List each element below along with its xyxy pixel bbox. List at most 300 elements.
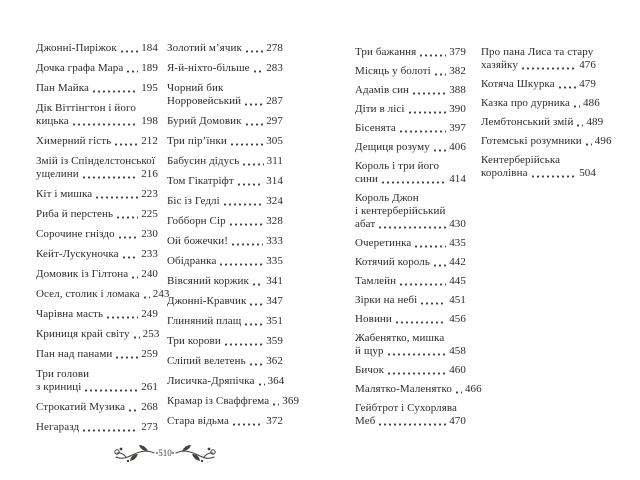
toc-entry	[355, 237, 466, 250]
dot-leader	[129, 409, 138, 412]
toc-entry-row	[481, 135, 612, 148]
toc-entry-title-line: Три голови	[36, 368, 90, 380]
toc-entry	[167, 255, 283, 268]
toc-entry-title-line: Гейбтрот і Сухорлява	[355, 402, 458, 414]
toc-entry-page-number: 268	[141, 401, 158, 413]
toc-entry-page-number: 273	[141, 421, 158, 433]
toc-entry-title: Химерний гість	[36, 135, 112, 147]
dot-leader	[231, 143, 263, 146]
toc-entry-title: Малятко-Маленятко	[355, 383, 452, 395]
toc-entry-title: Бурий Домовик	[167, 115, 242, 127]
toc-entry-title: Вівсяний коржик	[167, 275, 249, 287]
toc-entry	[167, 275, 283, 288]
right-page	[320, 0, 640, 480]
toc-entry-page-number: 216	[141, 168, 158, 180]
dot-leader	[586, 143, 592, 146]
toc-entry-title: Дещиця розуму	[355, 141, 430, 153]
dot-leader	[532, 175, 577, 178]
toc-entry-page-number: 225	[141, 208, 158, 220]
toc-entry-row	[167, 235, 283, 248]
toc-entry	[167, 42, 283, 55]
toc-entry-title: Біс із Гедлі	[167, 195, 220, 207]
toc-entry-title: Адамів син	[355, 84, 410, 96]
toc-entry-page-number: 458	[449, 345, 466, 357]
toc-entry-title-line: Про пана Лиса та стару	[481, 46, 594, 58]
toc-entry	[167, 115, 283, 128]
dot-leader	[250, 303, 263, 306]
toc-entry-page-number: 445	[449, 275, 466, 287]
toc-entry-title: ущелини	[36, 168, 79, 180]
toc-entry	[36, 348, 158, 361]
toc-entry-title: Строкатий Музика	[36, 401, 126, 413]
dot-leader	[246, 50, 263, 53]
toc-entry-row	[355, 345, 466, 358]
toc-entry-row	[167, 355, 283, 368]
dot-leader	[134, 336, 140, 339]
toc-entry	[481, 97, 600, 110]
dot-leader	[243, 163, 263, 166]
toc-entry	[36, 401, 158, 414]
toc-entry-row	[167, 42, 283, 55]
toc-entry-row	[167, 115, 283, 128]
dot-leader	[107, 316, 138, 319]
dot-leader	[116, 356, 138, 359]
toc-entry-row	[355, 237, 466, 250]
dot-leader	[259, 383, 265, 386]
toc-entry-page-number: 489	[586, 116, 604, 128]
toc-entry-page-number: 297	[266, 115, 283, 127]
dot-leader	[245, 323, 263, 326]
toc-entry	[355, 84, 466, 97]
toc-entry-title: Місяць у болоті	[355, 65, 431, 77]
dot-leader	[413, 92, 446, 95]
toc-entry	[355, 364, 466, 377]
toc-entry-title: Бичок	[355, 364, 385, 376]
toc-entry	[355, 256, 466, 269]
toc-entry-row	[167, 255, 283, 268]
toc-entry-page-number: 347	[266, 295, 283, 307]
toc-column-1	[36, 42, 170, 441]
toc-entry-title: Сорочине гніздо	[36, 228, 115, 240]
toc-entry-row	[36, 248, 158, 261]
toc-entry	[167, 135, 283, 148]
toc-entry-row	[355, 275, 466, 288]
toc-entry-title: Стара відьма	[167, 415, 229, 427]
toc-entry-row	[167, 335, 283, 348]
toc-entry-row	[36, 421, 158, 434]
toc-entry-title: Сліпий велетень	[167, 355, 246, 367]
toc-entry	[355, 160, 466, 186]
dot-leader	[117, 216, 138, 219]
toc-entry	[36, 228, 158, 241]
toc-entry-title: Джонні-Кравчик	[167, 295, 247, 307]
dot-leader	[379, 423, 446, 426]
toc-entry-page-number: 283	[266, 62, 283, 74]
toc-entry-page-number: 184	[141, 42, 158, 54]
toc-entry-page-number: 311	[266, 155, 283, 167]
dot-leader	[123, 256, 139, 259]
toc-entry-row	[355, 46, 466, 59]
toc-entry-row	[36, 115, 158, 128]
toc-entry-page-number: 261	[141, 381, 158, 393]
toc-entry-row	[167, 395, 300, 408]
toc-entry	[355, 294, 466, 307]
toc-entry-row	[36, 308, 158, 321]
toc-entry-page-number: 198	[141, 115, 158, 127]
toc-entry-title: Ой божечки!	[167, 235, 228, 247]
toc-entry	[36, 62, 158, 75]
toc-entry-row	[167, 155, 283, 168]
toc-entry-title: Крамар із Сваффгема	[167, 395, 270, 407]
toc-entry-row	[355, 256, 466, 269]
toc-entry-page-number: 230	[141, 228, 158, 240]
toc-entry-title: Новини	[355, 313, 392, 325]
toc-entry	[481, 46, 596, 72]
toc-entry-row	[355, 65, 466, 78]
toc-entry-page-number: 496	[594, 135, 612, 147]
toc-entry-page-number: 430	[449, 218, 466, 230]
toc-entry-row	[167, 175, 283, 188]
dot-leader	[115, 143, 138, 146]
toc-entry	[36, 288, 170, 301]
toc-entry-title: Том Гікатріфт	[167, 175, 234, 187]
toc-entry-row	[36, 188, 158, 201]
toc-entry-title: Криниця край світу	[36, 328, 130, 340]
dot-leader	[220, 263, 263, 266]
toc-entry	[167, 215, 283, 228]
dot-leader	[420, 54, 446, 57]
toc-entry-row	[167, 375, 283, 388]
toc-entry	[481, 78, 596, 91]
toc-entry-row	[36, 268, 158, 281]
dot-leader	[577, 124, 583, 127]
toc-entry-page-number: 406	[449, 141, 466, 153]
toc-entry-page-number: 435	[449, 237, 466, 249]
dot-leader	[232, 243, 263, 246]
toc-entry	[355, 192, 466, 231]
toc-entry-page-number: 223	[141, 188, 158, 200]
dot-leader	[121, 50, 138, 53]
toc-entry	[355, 141, 466, 154]
toc-entry-row	[36, 381, 158, 394]
toc-entry-page-number: 364	[267, 375, 285, 387]
toc-entry	[355, 332, 466, 358]
toc-entry-page-number: 456	[449, 313, 466, 325]
toc-entry-row	[481, 97, 600, 110]
toc-entry-title: Готемські розумники	[481, 135, 582, 147]
toc-entry-title-line: Король і три його	[355, 160, 440, 172]
toc-entry-page-number: 362	[266, 355, 283, 367]
toc-entry	[167, 235, 283, 248]
toc-entry-title: Бабусин дідусь	[167, 155, 240, 167]
toc-entry-title: Бісенята	[355, 122, 396, 134]
toc-entry-title: Три бажання	[355, 46, 417, 58]
dot-leader	[93, 90, 138, 93]
toc-entry-row	[355, 84, 466, 97]
toc-entry-title-line: Кентерберійська	[481, 154, 561, 166]
toc-entry-page-number: 341	[266, 275, 283, 287]
toc-entry-row	[167, 135, 283, 148]
toc-entry-row	[36, 228, 158, 241]
dot-leader	[388, 353, 447, 356]
toc-entry-page-number: 189	[141, 62, 158, 74]
dot-leader	[230, 223, 263, 226]
toc-entry-title: Пан Майка	[36, 82, 89, 94]
toc-entry-title: Осел, столик і ломака	[36, 288, 140, 300]
toc-entry-row	[355, 313, 466, 326]
toc-entry-page-number: 476	[579, 59, 596, 71]
toc-column-3	[355, 46, 482, 434]
toc-entry-row	[355, 294, 466, 307]
toc-entry-row	[36, 168, 158, 181]
toc-entry-page-number: 324	[266, 195, 283, 207]
toc-entry-title: Обідранка	[167, 255, 217, 267]
toc-entry-title-line: Чорний бик	[167, 82, 224, 94]
dot-leader	[388, 372, 446, 375]
toc-entry-row	[167, 95, 283, 108]
toc-entry-page-number: 379	[449, 46, 466, 58]
toc-entry-row	[36, 328, 158, 341]
toc-entry-page-number: 479	[579, 78, 596, 90]
toc-entry-page-number: 249	[141, 308, 158, 320]
toc-entry-title: Лембтонський змій	[481, 116, 574, 128]
toc-entry	[167, 155, 283, 168]
toc-entry	[481, 154, 596, 180]
dot-leader	[253, 283, 263, 286]
toc-entry	[355, 122, 466, 135]
toc-entry-title: Казка про дурника	[481, 97, 570, 109]
toc-entry-title: Кейт-Лускуночка	[36, 248, 119, 260]
toc-entry	[355, 275, 466, 288]
toc-entry-title: Лисичка-Дряпічка	[167, 375, 255, 387]
toc-entry	[167, 195, 283, 208]
toc-entry-row	[167, 315, 283, 328]
toc-entry-title: хазяйку	[481, 59, 518, 71]
dot-leader	[421, 302, 446, 305]
toc-entry-page-number: 305	[266, 135, 283, 147]
toc-entry-page-number: 195	[141, 82, 158, 94]
toc-entry	[481, 135, 612, 148]
toc-entry	[36, 268, 158, 281]
toc-entry-row	[481, 116, 604, 129]
dot-leader	[409, 111, 447, 114]
toc-entry-title-line: Король Джон	[355, 192, 419, 204]
dot-leader	[396, 321, 446, 324]
toc-entry	[167, 295, 283, 308]
toc-entry-page-number: 470	[449, 415, 466, 427]
dot-leader	[233, 423, 263, 426]
toc-entry-page-number: 240	[141, 268, 159, 280]
toc-column-4	[481, 46, 612, 186]
toc-entry-row	[36, 401, 158, 414]
toc-entry	[167, 395, 300, 408]
toc-entry-title: Норровейський	[167, 95, 242, 107]
toc-entry-page-number: 486	[583, 97, 600, 109]
toc-entry-row	[36, 288, 170, 301]
toc-entry-title: Глиняний плащ	[167, 315, 242, 327]
dot-leader	[254, 70, 264, 73]
toc-entry	[355, 313, 466, 326]
toc-entry-page-number: 243	[152, 288, 170, 300]
toc-entry-title: Очеретинка	[355, 237, 412, 249]
toc-entry-title: Джонні-Пиріжок	[36, 42, 117, 54]
toc-entry-page-number: 233	[141, 248, 158, 260]
toc-entry-row	[481, 59, 596, 72]
toc-entry-title-line: Жабенятко, мишка	[355, 332, 445, 344]
toc-entry-page-number: 253	[142, 328, 160, 340]
toc-entry-title: Домовик із Гілтона	[36, 268, 129, 280]
toc-entry-row	[167, 62, 283, 75]
dot-leader	[83, 176, 138, 179]
toc-entry-title: Котяча Шкурка	[481, 78, 555, 90]
toc-entry	[36, 328, 158, 341]
toc-entry-page-number: 335	[266, 255, 283, 267]
toc-entry-title: кицька	[36, 115, 69, 127]
dot-leader	[435, 73, 446, 76]
toc-entry-row	[355, 415, 466, 428]
toc-entry	[355, 65, 466, 78]
toc-entry	[481, 116, 604, 129]
toc-entry-title: королівна	[481, 167, 528, 179]
toc-entry-page-number: 388	[449, 84, 466, 96]
toc-entry-title: Кіт і мишка	[36, 188, 93, 200]
toc-entry-title: Тамлейн	[355, 275, 397, 287]
dot-leader	[379, 226, 446, 229]
toc-entry-title: Негаразд	[36, 421, 80, 433]
toc-entry-title: Я-й-ніхто-більше	[167, 62, 250, 74]
toc-entry	[167, 62, 283, 75]
toc-entry-title: Чарівна масть	[36, 308, 104, 320]
dot-leader	[85, 389, 138, 392]
dot-leader	[434, 149, 446, 152]
dot-leader	[456, 391, 462, 394]
toc-entry-page-number: 333	[266, 235, 283, 247]
toc-entry	[167, 355, 283, 368]
toc-entry	[167, 82, 283, 108]
dot-leader	[238, 183, 263, 186]
toc-entry-title: Меб	[355, 415, 376, 427]
dot-leader	[415, 245, 446, 248]
toc-entry-row	[167, 195, 283, 208]
dot-leader	[144, 296, 150, 299]
toc-entry-page-number: 259	[141, 348, 158, 360]
toc-entry-title-line: Змій із Спінделстонської	[36, 155, 156, 167]
toc-entry-title: з криниці	[36, 381, 82, 393]
toc-entry-row	[36, 208, 158, 221]
toc-entry	[36, 82, 158, 95]
dot-leader	[245, 103, 263, 106]
toc-entry-row	[167, 215, 283, 228]
toc-entry	[36, 135, 158, 148]
toc-entry-page-number: 372	[266, 415, 283, 427]
toc-entry-title: Три пір’їнки	[167, 135, 227, 147]
toc-entry-page-number: 359	[266, 335, 283, 347]
toc-entry-title: сини	[355, 173, 378, 185]
toc-entry	[36, 208, 158, 221]
toc-entry	[355, 46, 466, 59]
toc-entry	[355, 103, 466, 116]
toc-entry	[167, 315, 283, 328]
toc-entry-title-line: Дік Віттінгтон і його	[36, 102, 136, 114]
toc-entry-row	[167, 275, 283, 288]
dot-leader	[250, 363, 263, 366]
toc-entry-page-number: 369	[282, 395, 300, 407]
dot-leader	[83, 429, 138, 432]
toc-entry-row	[481, 167, 596, 180]
dot-leader	[132, 276, 138, 279]
toc-entry-title: Дочка графа Мара	[36, 62, 124, 74]
toc-entry-title: Три корови	[167, 335, 221, 347]
toc-entry	[36, 308, 158, 321]
toc-entry-page-number: 328	[266, 215, 283, 227]
toc-entry-title: Гобборн Сір	[167, 215, 226, 227]
toc-entry	[36, 421, 158, 434]
toc-entry-row	[36, 348, 158, 361]
toc-entry-row	[355, 218, 466, 231]
toc-entry-page-number: 397	[449, 122, 466, 134]
toc-entry-title: абат	[355, 218, 376, 230]
toc-entry-page-number: 212	[141, 135, 158, 147]
toc-entry	[355, 383, 482, 396]
dot-leader	[382, 181, 446, 184]
toc-entry-page-number: 351	[266, 315, 283, 327]
toc-entry-page-number: 442	[449, 256, 466, 268]
toc-entry-row	[167, 415, 283, 428]
toc-entry-page-number: 504	[579, 167, 596, 179]
toc-entry-page-number: 314	[266, 175, 283, 187]
dot-leader	[400, 283, 446, 286]
toc-entry-page-number: 414	[449, 173, 466, 185]
dot-leader	[96, 196, 138, 199]
dot-leader	[119, 236, 138, 239]
toc-entry-row	[355, 141, 466, 154]
toc-entry-page-number: 382	[449, 65, 466, 77]
toc-entry-title: й щур	[355, 345, 384, 357]
toc-entry-page-number: 460	[449, 364, 466, 376]
dot-leader	[559, 86, 577, 89]
toc-entry-title: Котячий король	[355, 256, 430, 268]
toc-entry-title: Пан над панами	[36, 348, 113, 360]
toc-entry-row	[36, 135, 158, 148]
toc-entry-page-number: 390	[449, 103, 466, 115]
toc-entry	[167, 335, 283, 348]
toc-entry	[36, 188, 158, 201]
floral-vignette-ornament	[112, 439, 218, 467]
toc-column-2	[167, 42, 300, 435]
floral-vignette-icon	[112, 439, 218, 467]
toc-entry-title: Зірки на небі	[355, 294, 418, 306]
toc-entry-title: Риба й перстень	[36, 208, 114, 220]
toc-entry	[167, 375, 283, 388]
toc-entry-row	[355, 383, 482, 396]
toc-entry-title: Золотий м’ячик	[167, 42, 242, 54]
dot-leader	[522, 67, 576, 70]
toc-entry	[36, 102, 158, 128]
dot-leader	[73, 123, 138, 126]
toc-entry-row	[36, 62, 158, 75]
toc-entry	[355, 402, 466, 428]
toc-entry-page-number: 466	[464, 383, 482, 395]
toc-entry-title: Діти в лісі	[355, 103, 405, 115]
toc-entry-row	[167, 295, 283, 308]
dot-leader	[434, 264, 446, 267]
dot-leader	[127, 70, 138, 73]
dot-leader	[225, 343, 263, 346]
dot-leader	[224, 203, 263, 206]
toc-entry-row	[355, 103, 466, 116]
toc-entry	[167, 175, 283, 188]
toc-entry-page-number: 451	[449, 294, 466, 306]
